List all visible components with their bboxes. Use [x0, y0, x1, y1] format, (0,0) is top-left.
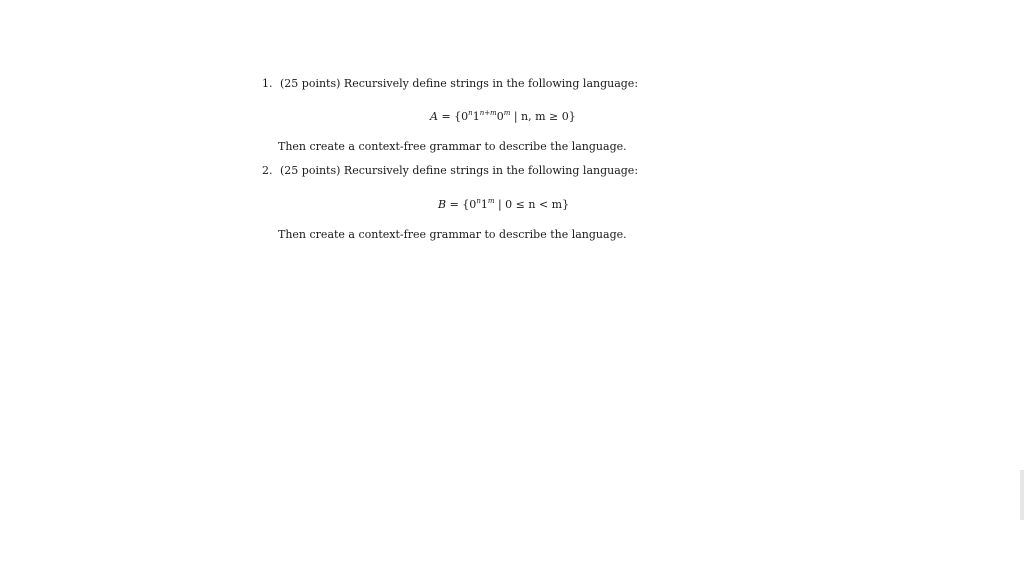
problem-1-set-name: A	[430, 110, 438, 123]
scrollbar[interactable]	[1020, 470, 1024, 520]
problem-1-condition: | n, m ≥ 0}	[510, 110, 576, 123]
problem-1-number: 1.	[262, 77, 273, 90]
problem-1-exp-n: n	[468, 109, 473, 117]
problem-2-condition: | 0 ≤ n < m}	[494, 198, 570, 211]
problem-2-exp-m: m	[487, 197, 495, 205]
problem-1-followup: Then create a context-free grammar to describe the language.	[278, 140, 627, 153]
problem-2-set-open: = {0	[449, 198, 477, 211]
problem-2-number: 2.	[262, 164, 273, 177]
problem-1-prompt: (25 points) Recursively define strings in the following language:	[280, 77, 639, 90]
problem-2-prompt: (25 points) Recursively define strings in the following language:	[280, 164, 639, 177]
problem-1-set-definition	[430, 110, 576, 124]
problem-2-exp-n: n	[476, 197, 481, 205]
problem-1-symbol-1: 1	[472, 110, 480, 123]
problem-1-exp-n-plus-m: n+m	[479, 109, 497, 117]
problem-2-symbol-1: 1	[480, 198, 488, 211]
problem-1-heading	[262, 77, 638, 91]
problem-2-followup: Then create a context-free grammar to describe the language.	[278, 228, 627, 241]
problem-1-symbol-0: 0	[496, 110, 504, 123]
problem-1-exp-m: m	[503, 109, 511, 117]
problem-1-set-open: = {0	[441, 110, 469, 123]
problem-2-set-name: B	[438, 198, 447, 211]
problem-2-set-definition	[438, 198, 569, 212]
problem-2-heading	[262, 164, 638, 178]
